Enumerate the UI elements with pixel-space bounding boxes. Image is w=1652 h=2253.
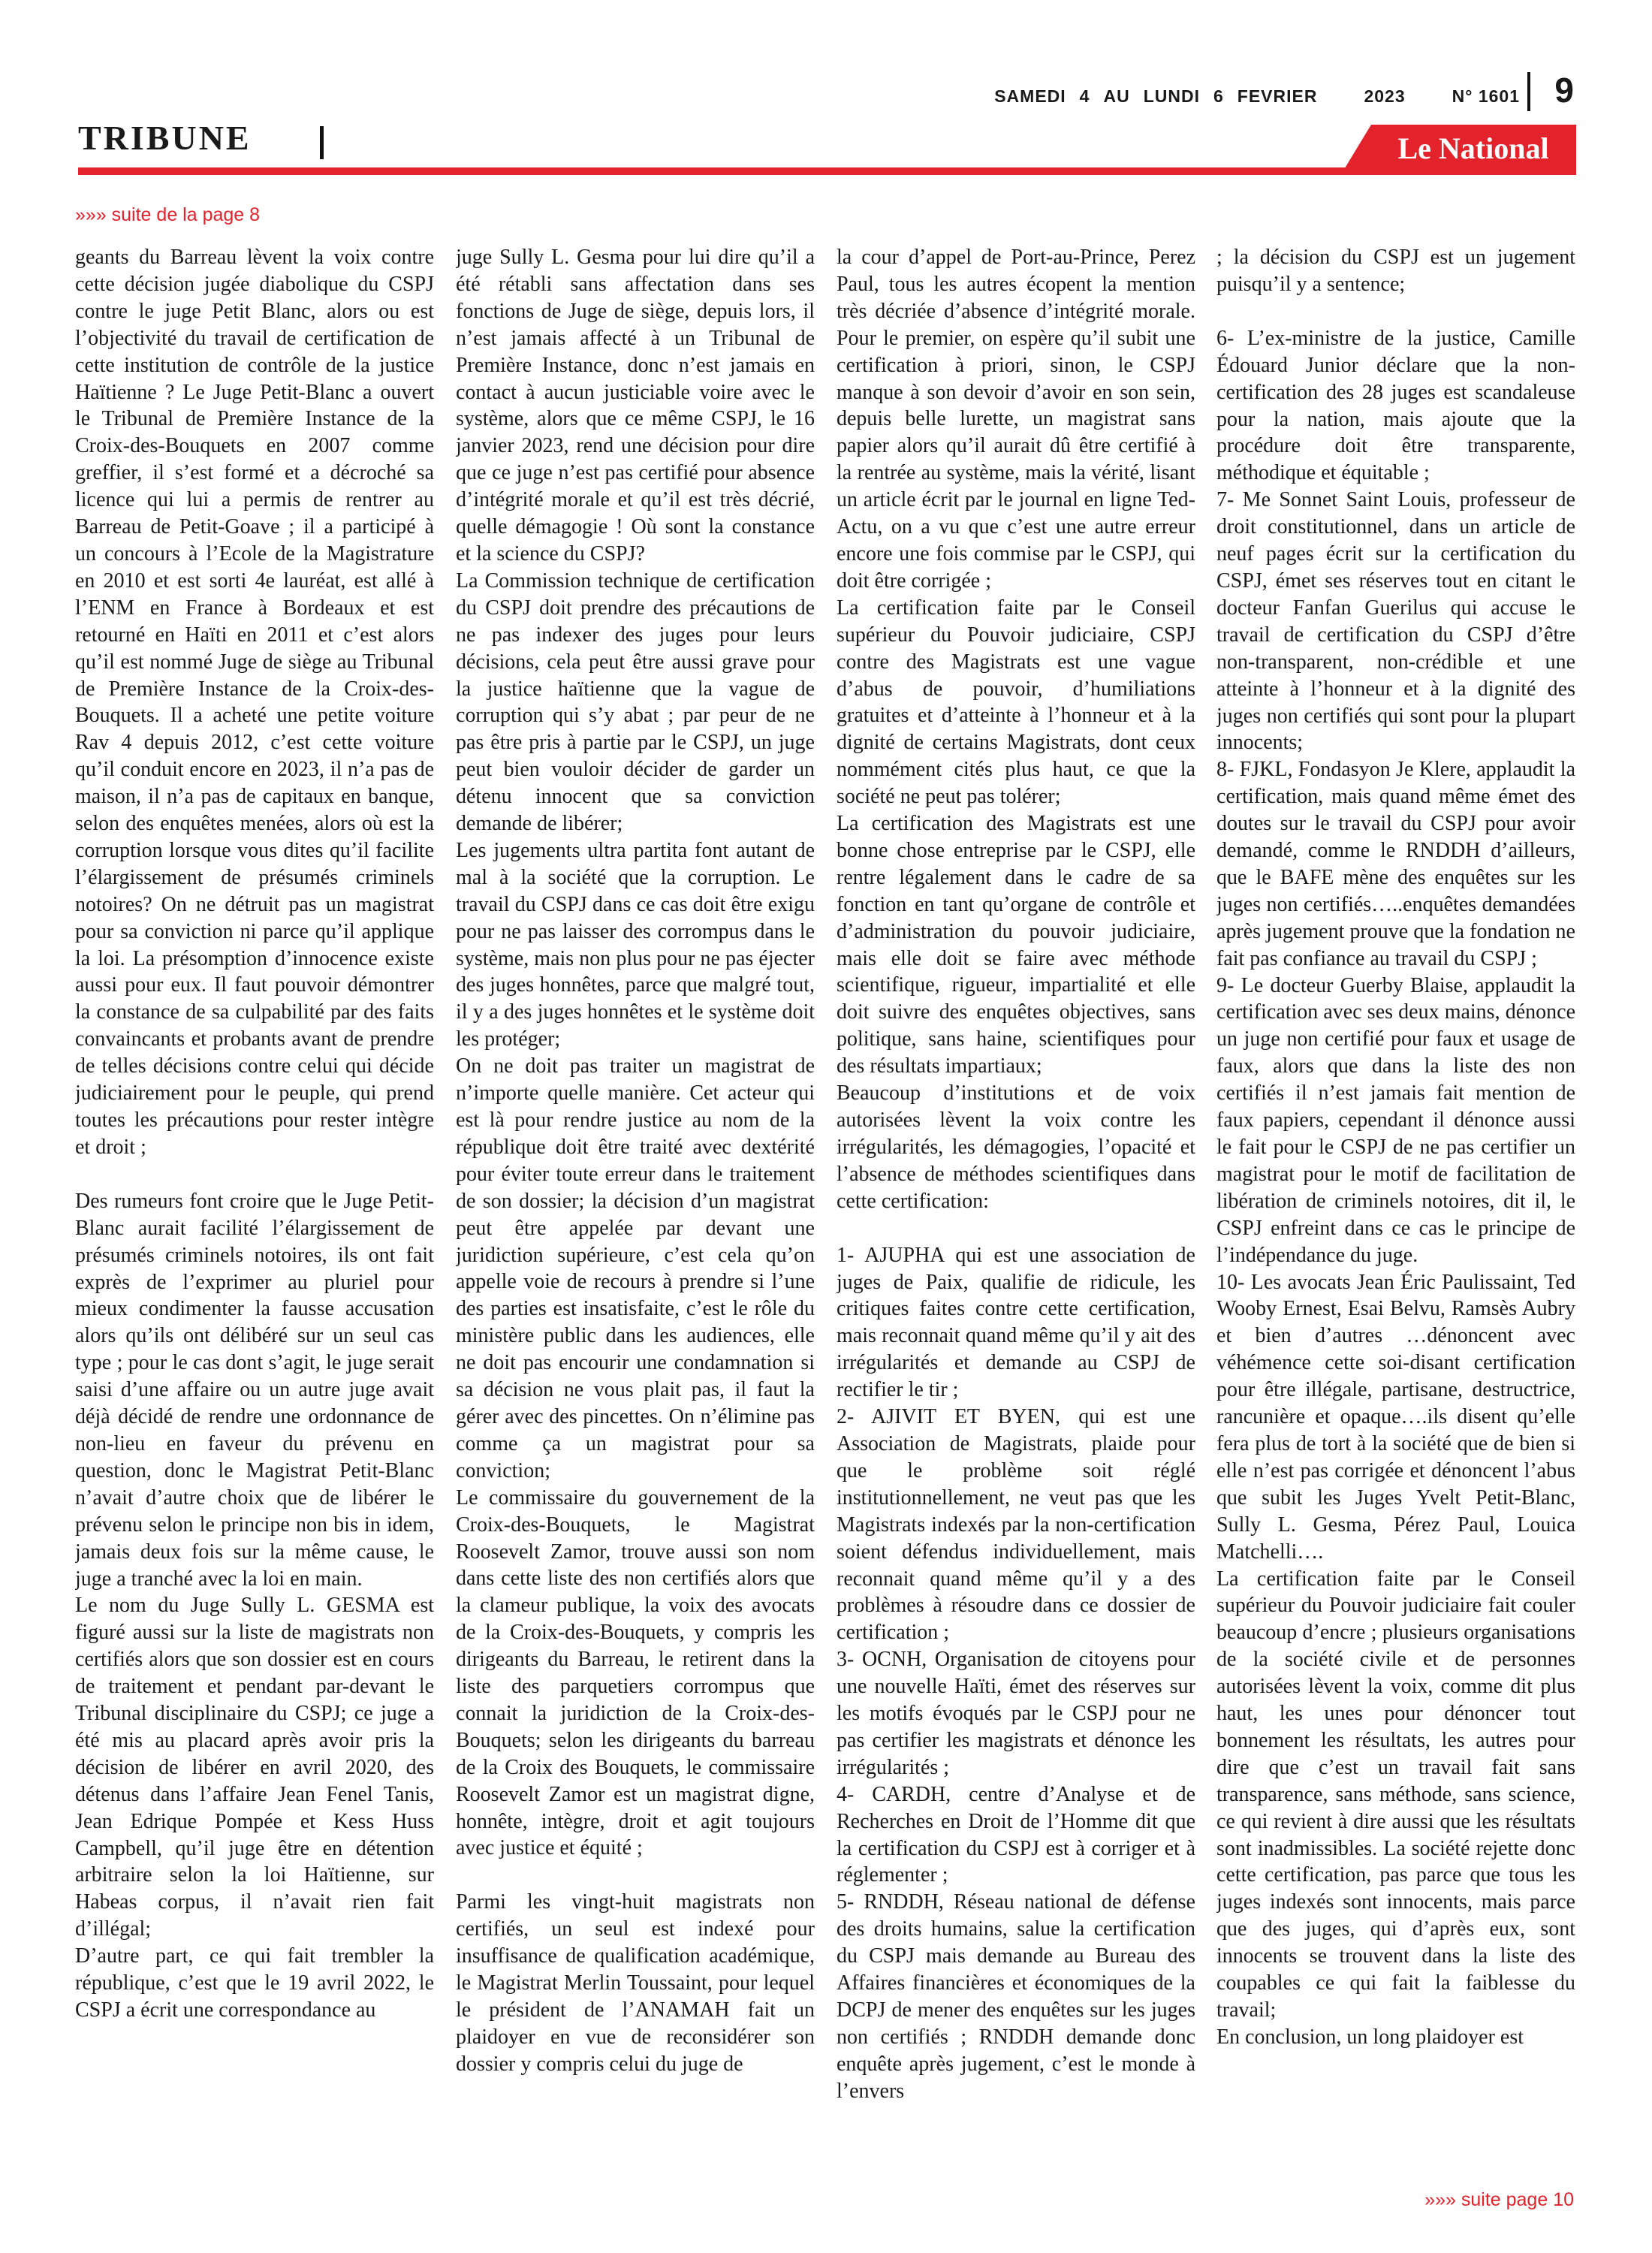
list-item: 5- RNDDH, Réseau national de défense des droits humains, salue la certification du CSPJ mais demande au Bureau des Affaires financières et économiques de la DCPJ de mener des enquêtes sur les juges non certifiés ; RNDDH demande donc enquête après jugement, c’est le monde à l’envers (837, 1890, 1195, 2103)
paragraph: La Commission technique de certification du CSPJ doit prendre des précautions de ne pas indexer des juges pour leurs décisions, cela peut être aussi grave pour la justice haïtienne que la vague de corruption qui s’y abat ; par peur de ne pas être pris à partie par le CSPJ, un juge peut bien vouloir décider de garder un détenu innocent que sa conviction demande de libérer; (456, 569, 815, 836)
paragraph: ; la décision du CSPJ est un jugement puisqu’il y a sentence; (1216, 246, 1575, 296)
page-number-divider (1527, 72, 1530, 111)
list-item: 9- Le docteur Guerby Blaise, applaudit la certification avec ses deux mains, dénonce un juge non certifié pour faux et usage de faux, alors que dans la liste des non certifiés il n’est jamais fait mention de faux papiers, cependant il dénonce aussi le fait pour le CSPJ de ne pas certifier un magistrat pour le motif de facilitation de libération de criminels notoires, dit il, le CSPJ enfreint dans ce cas le principe de l’indépendance du juge. (1216, 973, 1575, 1267)
list-item: 1- AJUPHA qui est une association de juges de Paix, qualifie de ridicule, les critiques faites contre cette certification, mais reconnait quand même qu’il y ait des irrégularités et demande au CSPJ de rectifier le tir ; (837, 1243, 1195, 1402)
article-column-2 (456, 244, 815, 2185)
list-item: 10- Les avocats Jean Éric Paulissaint, Ted Wooby Ernest, Esai Belvu, Ramsès Aubry et bien d’autres …dénoncent avec véhémence cette soi-disant certification pour être illégale, partisane, destructrice, rancunière et opaque….ils disent qu’elle fera plus de tort à la société que de bien si elle n’est pas corrigée et dénoncent l’abus que subit les Juges Yvelt Petit-Blanc, Sully L. Gesma, Pérez Paul, Louica Matchelli…. (1216, 1270, 1575, 1564)
date-day-start: SAMEDI (994, 86, 1066, 106)
paragraph: Parmi les vingt-huit magistrats non certifiés, un seul est indexé pour insuffisance de qualification académique, le Magistrat Merlin Toussaint, pour lequel le président de l’ANAMAH fait un plaidoyer en vue de reconsidérer son dossier y compris celui du juge de (456, 1890, 815, 2076)
paragraph: Le commissaire du gouvernement de la Croix-des-Bouquets, le Magistrat Roosevelt Zamor, trouve aussi son nom dans cette liste des non certifiés alors que la clameur publique, la voix des avocats de la Croix-des-Bouquets, y compris les dirigeants du Barreau, le retirent dans la liste des parquetiers corrompus que connait la juridiction de la Croix-des-Bouquets; selon les dirigeants du barreau de la Croix des Bouquets, le commissaire Roosevelt Zamor est un magistrat digne, honnête, intègre, droit et agit toujours avec justice et équité ; (456, 1485, 815, 1860)
article-column-1 (75, 244, 434, 2185)
date-au: AU (1103, 86, 1130, 106)
section-title: TRIBUNE (78, 119, 252, 157)
brand-name: Le National (1397, 131, 1549, 165)
list-item: 7- Me Sonnet Saint Louis, professeur de droit constitutionnel, dans un article de neuf pages écrit sur la certification du CSPJ, émet ses réserves tout en citant le docteur Fanfan Guerilus qui accuse le travail de certification du CSPJ d’être non-transparent, non-crédible et une atteinte à l’honneur et à la dignité des juges non certifiés qui sont pour la plupart innocents; (1216, 488, 1575, 755)
section-title-divider (320, 126, 324, 159)
list-item: 8- FJKL, Fondasyon Je Klere, applaudit la certification, mais quand même émet des doutes sur le travail du CSPJ pour avoir demandé, comme le RNDDH d’ailleurs, que le BAFE mène des enquêtes sur les juges non certifiés…..enquêtes demandées après jugement prouve que la fondation ne fait pas confiance au travail du CSPJ ; (1216, 758, 1575, 970)
paragraph: Les jugements ultra partita font autant de mal à la société que la corruption. Le travail du CSPJ dans ce cas doit être exigu pour ne pas laisser des corrompus dans le système, mais non plus pour ne pas éjecter des juges honnêtes, parce que malgré tout, il y a des juges honnêtes et le système doit les protéger; (456, 838, 815, 1051)
issue-number: N° 1601 (1452, 86, 1520, 106)
paragraph: Beaucoup d’institutions et de voix autorisées lèvent la voix contre les irrégularités, les démagogies, l’opacité et l’absence de méthodes scientifiques dans cette certification: (837, 1081, 1195, 1213)
paragraph: En conclusion, un long plaidoyer est (1216, 2025, 1524, 2049)
paragraph: la cour d’appel de Port-au-Prince, Perez Paul, tous les autres écopent la mention très décriée d’absence d’intégrité morale. Pour le premier, on espère qu’il subit une certification à priori, sinon, le CSPJ manque à son devoir d’avoir en son sein, depuis belle lurette, un magistrat sans papier alors qu’il aurait dû être certifié à la rentrée au système, mais la vérité, lisant un article écrit par le journal en ligne Ted-Actu, on a vu que c’est une autre erreur encore une fois commise par le CSPJ, qui doit être corrigée ; (837, 246, 1195, 593)
paragraph: La certification des Magistrats est une bonne chose entreprise par le CSPJ, elle rentre légalement dans le cadre de sa fonction en tant qu’organe de contrôle et d’administration du pouvoir judiciaire, mais elle doit se faire avec méthode scientifique, rigueur, impartialité et elle doit suivre des enquêtes objectives, sans politique, sans haine, scientifiques pour des résultats impartiaux; (837, 812, 1195, 1078)
date-year: 2023 (1364, 86, 1406, 106)
paragraph: D’autre part, ce qui fait trembler la république, c’est que le 19 avril 2022, le CSPJ a écrit une correspondance au (75, 1944, 434, 2022)
paragraph: La certification faite par le Conseil supérieur du Pouvoir judiciaire, CSPJ contre des Magistrats est une vague d’abus de pouvoir, d’humiliations gratuites et d’atteinte à l’honneur et à la dignité de certains Magistrats, dont ceux nommément cités plus haut, ce que la société ne peut pas tolérer; (837, 596, 1195, 809)
paragraph: On ne doit pas traiter un magistrat de n’importe quelle manière. Cet acteur qui est là pour rendre justice au nom de la république doit être traité avec dextérité pour éviter toute erreur dans le traitement de son dossier; la décision d’un magistrat peut être appelée par devant une juridiction supérieure, c’est cela qu’on appelle voie de recours à prendre si l’une des parties est insatisfaite, c’est le rôle du ministère public dans les audiences, elle ne doit pas encourir une condamnation si sa décision ne vous plait pas, il faut la gérer avec des pincettes. On n’élimine pas comme ça un magistrat pour sa conviction; (456, 1054, 815, 1482)
list-item: 3- OCNH, Organisation de citoyens pour une nouvelle Haïti, émet des réserves sur les motifs évoqués par le CSPJ pour ne pas certifier les magistrats et dénonce les irrégularités ; (837, 1648, 1195, 1779)
article-column-4 (1216, 244, 1575, 2185)
continued-from-link[interactable]: »»» suite de la page 8 (75, 204, 261, 225)
paragraph: Le nom du Juge Sully L. GESMA est figuré aussi sur la liste de magistrats non certifiés alors que son dossier est en cours de traitement et pendant par-devant le Tribunal disciplinaire du CSPJ; ce juge a été mis au placard après avoir pris la décision de libérer en avril 2020, des détenus dans l’affaire Jean Fenel Tanis, Jean Edrique Pompée et Kess Huss Campbell, qu’il juge être en détention arbitraire selon la loi Haïtienne, sur Habeas corpus, il n’avait rien fait d’illégal; (75, 1594, 434, 1941)
date-num-start: 4 (1079, 86, 1090, 106)
paragraph: La certification faite par le Conseil supérieur du Pouvoir judiciaire fait couler beaucoup d’encre ; plusieurs organisations de la société civile et de personnes autorisées lèvent la voix, comme dit plus haut, les unes pour dénoncer tout bonnement les résultats, les autres pour dire que c’est un travail fait sans transparence, sans méthode, sans science, ce qui revient à dire aussi que les résultats sont inadmissibles. La société rejette donc cette certification, pas parce que tous les juges indexés sont innocents, mais parce que des juges, qui d’après eux, sont innocents se trouvent dans la liste des coupables ce qui fait la faiblesse du travail; (1216, 1567, 1575, 2022)
date-month: FEVRIER (1237, 86, 1318, 106)
list-item: 4- CARDH, centre d’Analyse et de Recherches en Droit de l’Homme dit que la certification du CSPJ est à corriger et à réglementer ; (837, 1782, 1195, 1887)
date-num-end: 6 (1213, 86, 1224, 106)
date-day-end: LUNDI (1143, 86, 1200, 106)
page-number: 9 (1554, 71, 1574, 110)
continued-to-link[interactable]: »»» suite page 10 (1424, 2189, 1574, 2210)
article-column-3 (837, 244, 1195, 2185)
issue-date-line (994, 81, 1520, 111)
list-item: 6- L’ex-ministre de la justice, Camille Édouard Junior déclare que la non-certification des 28 juges est scandaleuse pour la nation, mais ajoute que la procédure doit être transparente, méthodique et équitable ; (1216, 326, 1575, 485)
list-item: 2- AJIVIT ET BYEN, qui est une Association de Magistrats, plaide pour que le problème soit réglé institutionnellement, ne veut pas que les Magistrats indexés par la non-certification soient défendus individuellement, mais reconnait quand même qu’il y a des problèmes à résoudre dans ce dossier de certification ; (837, 1405, 1195, 1645)
paragraph: Des rumeurs font croire que le Juge Petit-Blanc aurait facilité l’élargissement de présumés criminels notoires, ils ont fait exprès de l’exprimer au pluriel pour mieux condimenter la fausse accusation alors qu’ils ont délibéré sur un seul cas type ; pour le cas dont s’agit, le juge serait saisi d’une affaire ou un autre juge avait déjà décidé de rendre une ordonnance de non-lieu en faveur du prévenu en question, donc le Magistrat Petit-Blanc n’avait d’autre choix que de libérer le prévenu selon le principe non bis in idem, jamais deux fois sur la même cause, le juge a tranché avec la loi en main. (75, 1189, 434, 1591)
paragraph: juge Sully L. Gesma pour lui dire qu’il a été rétabli sans affectation dans ses fonctions de Juge de siège, depuis lors, il n’est jamais affecté à un Tribunal de Première Instance, donc n’est jamais en contact à aucun justiciable voire avec le système, alors que ce même CSPJ, le 16 janvier 2023, rend une décision pour dire que ce juge n’est pas certifié pour absence d’intégrité morale et qu’il est très décrié, quelle démagogie ! Où sont la constance et la science du CSPJ? (456, 246, 815, 566)
paragraph: geants du Barreau lèvent la voix contre cette décision jugée diabolique du CSPJ contre le juge Petit Blanc, alors ou est l’objectivité du travail de certification de cette institution de contrôle de la justice Haïtienne ? Le Juge Petit-Blanc a ouvert le Tribunal de Première Instance de la Croix-des-Bouquets en 2007 comme greffier, il s’est formé et a décroché sa licence qui lui a permis de rentrer au Barreau de Petit-Goave ; il a participé à un concours à l’Ecole de la Magistrature en 2010 et est sorti 4e lauréat, est allé à l’ENM en France à Bordeaux et est retourné en Haïti en 2011 et c’est alors qu’il est nommé Juge de siège au Tribunal de Première Instance de la Croix-des-Bouquets. Il a acheté une petite voiture Rav 4 depuis 2012, c’est cette voiture qu’il conduit encore en 2023, il n’a pas de maison, il n’a pas de capitaux en banque, selon des enquêtes menées, alors où est la corruption lorsque vous dites qu’il facilite l’élargissement de présumés criminels notoires? On ne détruit pas un magistrat pour sa conviction ni parce qu’il applique la loi. La présomption d’innocence existe aussi pour eux. Il faut pouvoir démontrer la constance de sa culpabilité par des faits convaincants et probants avant de prendre de telles décisions contre celui qui décide judiciairement pour le peuple, qui prend toutes les précautions pour rester intègre et droit ; (75, 246, 434, 1159)
